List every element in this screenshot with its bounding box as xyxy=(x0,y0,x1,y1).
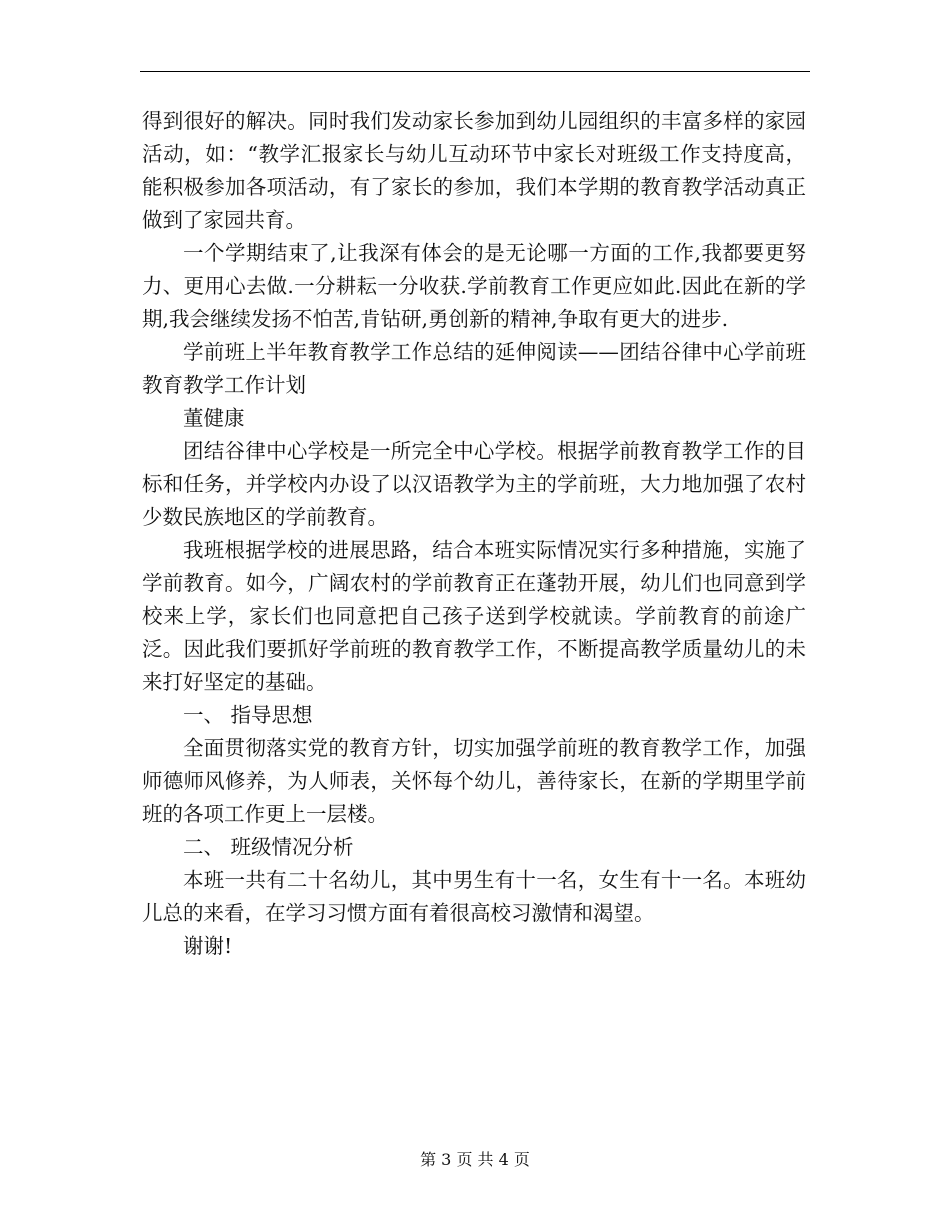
document-body xyxy=(142,105,806,963)
paragraph-2: 一个学期结束了,让我深有体会的是无论哪一方面的工作,我都要更努力、更用心去做.一分耕耘一分收获.学前教育工作更应如此.因此在新的学期,我会继续发扬不怕苦,肯钻研,勇创新的精神,争取有更大的进步. xyxy=(142,241,806,331)
page-number-footer: 第 3 页 共 4 页 xyxy=(420,1150,530,1169)
section-heading-1: 一、 指导思想 xyxy=(183,703,313,727)
paragraph-1: 得到很好的解决。同时我们发动家长参加到幼儿园组织的丰富多样的家园活动，如：“教学汇报家长与幼儿互动环节中家长对班级工作支持度高，能积极参加各项活动，有了家长的参加，我们本学期的教育教学活动真正做到了家园共育。 xyxy=(142,109,806,232)
paragraph-8: 全面贯彻落实党的教育方针，切实加强学前班的教育教学工作，加强师德师风修养，为人师表，关怀每个幼儿，善待家长，在新的学期里学前班的各项工作更上一层楼。 xyxy=(142,736,806,826)
closing-line: 谢谢! xyxy=(183,934,233,958)
paragraph-10: 本班一共有二十名幼儿，其中男生有十一名，女生有十一名。本班幼儿总的来看，在学习习惯方面有着很高校习激情和渴望。 xyxy=(142,868,806,925)
author-name: 董健康 xyxy=(183,406,245,430)
section-heading-2: 二、 班级情况分析 xyxy=(183,835,354,859)
paragraph-5: 团结谷律中心学校是一所完全中心学校。根据学前教育教学工作的目标和任务，并学校内办设了以汉语教学为主的学前班，大力地加强了农村少数民族地区的学前教育。 xyxy=(142,439,806,529)
paragraph-6: 我班根据学校的进展思路，结合本班实际情况实行多种措施，实施了学前教育。如今，广阔农村的学前教育正在蓬勃开展，幼儿们也同意到学校来上学，家长们也同意把自己孩子送到学校就读。学前教育的前途广泛。因此我们要抓好学前班的教育教学工作，不断提高教学质量幼儿的未来打好坚定的基础。 xyxy=(142,538,806,694)
paragraph-3: 学前班上半年教育教学工作总结的延伸阅读——团结谷律中心学前班教育教学工作计划 xyxy=(142,340,806,397)
header-rule xyxy=(140,71,810,72)
